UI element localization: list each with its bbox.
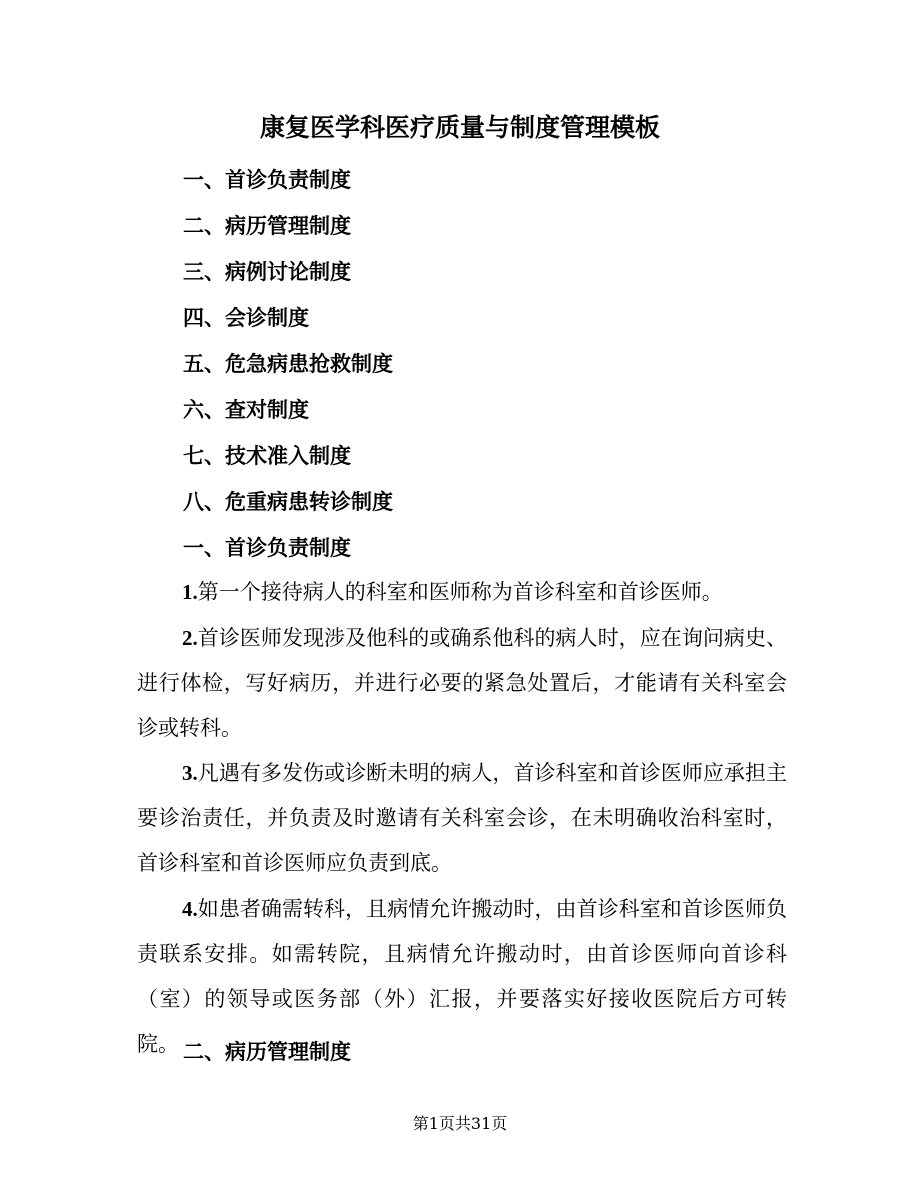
toc-item: 四、会诊制度 [183,305,309,330]
paragraph [137,570,787,615]
section-heading: 一、首诊负责制度 [183,535,351,560]
table-of-contents [183,162,393,530]
document-title: 康复医学科医疗质量与制度管理模板 [259,113,660,142]
item-text: 凡遇有多发伤或诊断未明的病人，首诊科室和首诊医师应承担主要诊治责任，并负责及时邀请有关科室会诊，在未明确收治科室时，首诊科室和首诊医师应负责到底。 [137,761,787,875]
toc-item: 三、病例讨论制度 [183,259,351,284]
item-text: 如患者确需转科，且病情允许搬动时，由首诊科室和首诊医师负责联系安排。如需转院，且病情允许搬动时，由首诊医师向首诊科（室）的领导或医务部（外）汇报，并要落实好接收医院后方可转院。 [137,897,787,1056]
item-text: 第一个接待病人的科室和医师称为首诊科室和首诊医师。 [197,580,723,604]
item-number: 2. [182,626,198,650]
toc-item: 二、病历管理制度 [183,213,351,238]
toc-item: 六、查对制度 [183,397,309,422]
section-heading: 二、病历管理制度 [183,1039,351,1064]
toc-item: 五、危急病患抢救制度 [183,351,393,376]
item-number: 1. [182,580,198,604]
paragraph [137,751,787,886]
item-number: 3. [182,761,198,785]
item-text: 首诊医师发现涉及他科的或确系他科的病人时，应在询问病史、进行体检，写好病历，并进行必要的紧急处置后，才能请有关科室会诊或转科。 [137,626,787,740]
paragraph [137,616,787,751]
toc-item: 七、技术准入制度 [183,443,351,468]
toc-item: 八、危重病患转诊制度 [183,489,393,514]
item-number: 4. [182,897,198,921]
toc-item: 一、首诊负责制度 [183,167,351,192]
page-footer: 第1页共31页 [412,1114,508,1133]
